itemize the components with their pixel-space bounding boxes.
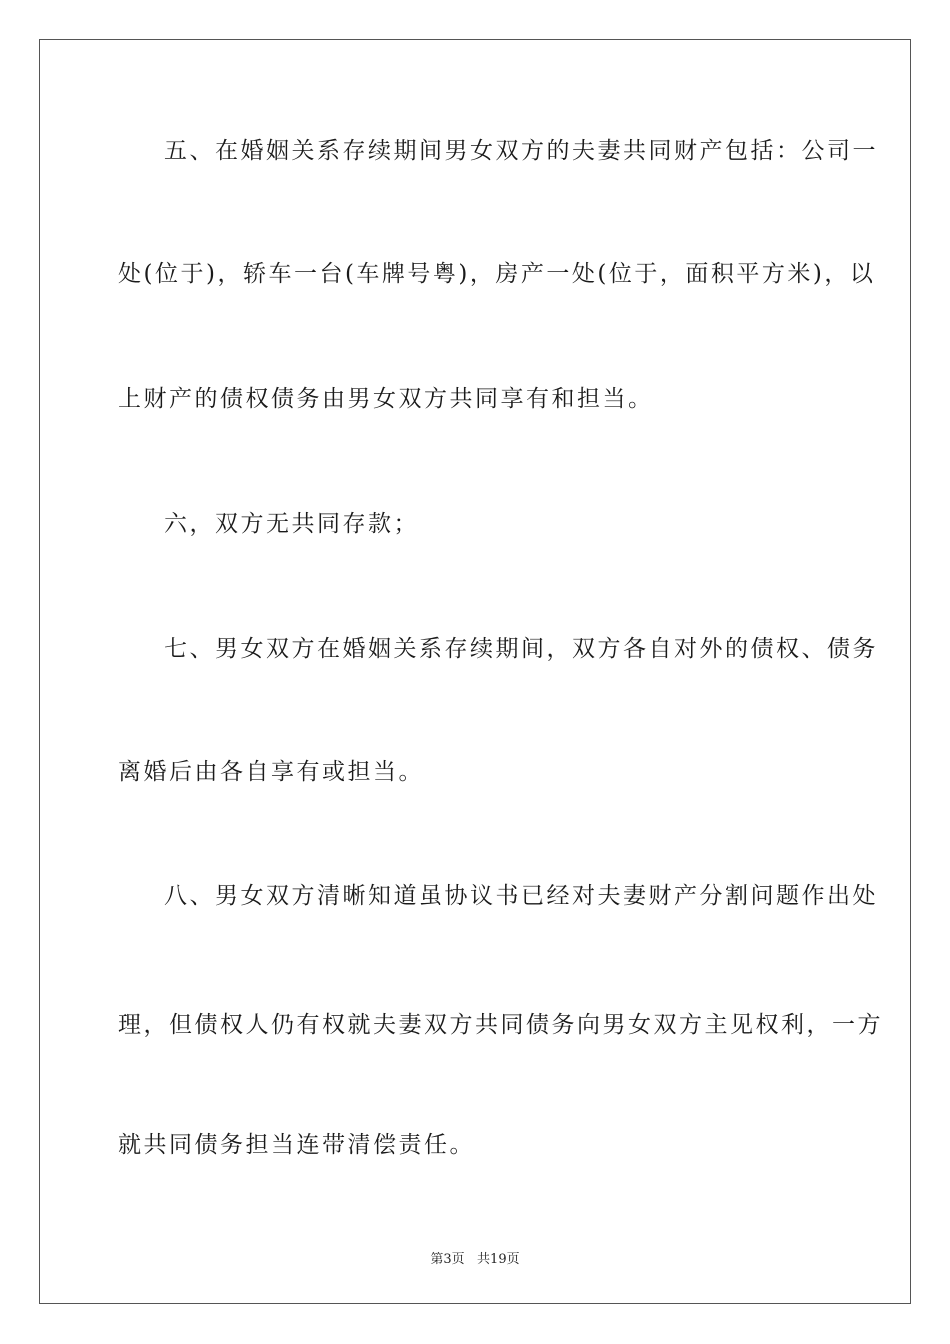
paragraph-8-line-2: 理，但债权人仍有权就夫妻双方共同债务向男女双方主见权利，一方: [118, 1012, 883, 1038]
paragraph-6-line-1: 六，双方无共同存款；: [164, 511, 419, 537]
paragraph-8-line-1: 八、男女双方清晰知道虽协议书已经对夫妻财产分割问题作出处: [164, 883, 878, 909]
page-number-footer: 第3页 共19页: [430, 1252, 520, 1267]
page-border: [39, 39, 911, 1304]
paragraph-5-line-2: 处(位于)，轿车一台(车牌号粤)，房产一处(位于，面积平方米)，以: [118, 261, 876, 287]
paragraph-7-line-1: 七、男女双方在婚姻关系存续期间，双方各自对外的债权、债务: [164, 636, 878, 662]
paragraph-5-line-3: 上财产的债权债务由男女双方共同享有和担当。: [118, 386, 654, 412]
paragraph-5-line-1: 五、在婚姻关系存续期间男女双方的夫妻共同财产包括：公司一: [164, 138, 878, 164]
paragraph-7-line-2: 离婚后由各自享有或担当。: [118, 759, 424, 785]
paragraph-8-line-3: 就共同债务担当连带清偿责任。: [118, 1132, 475, 1158]
